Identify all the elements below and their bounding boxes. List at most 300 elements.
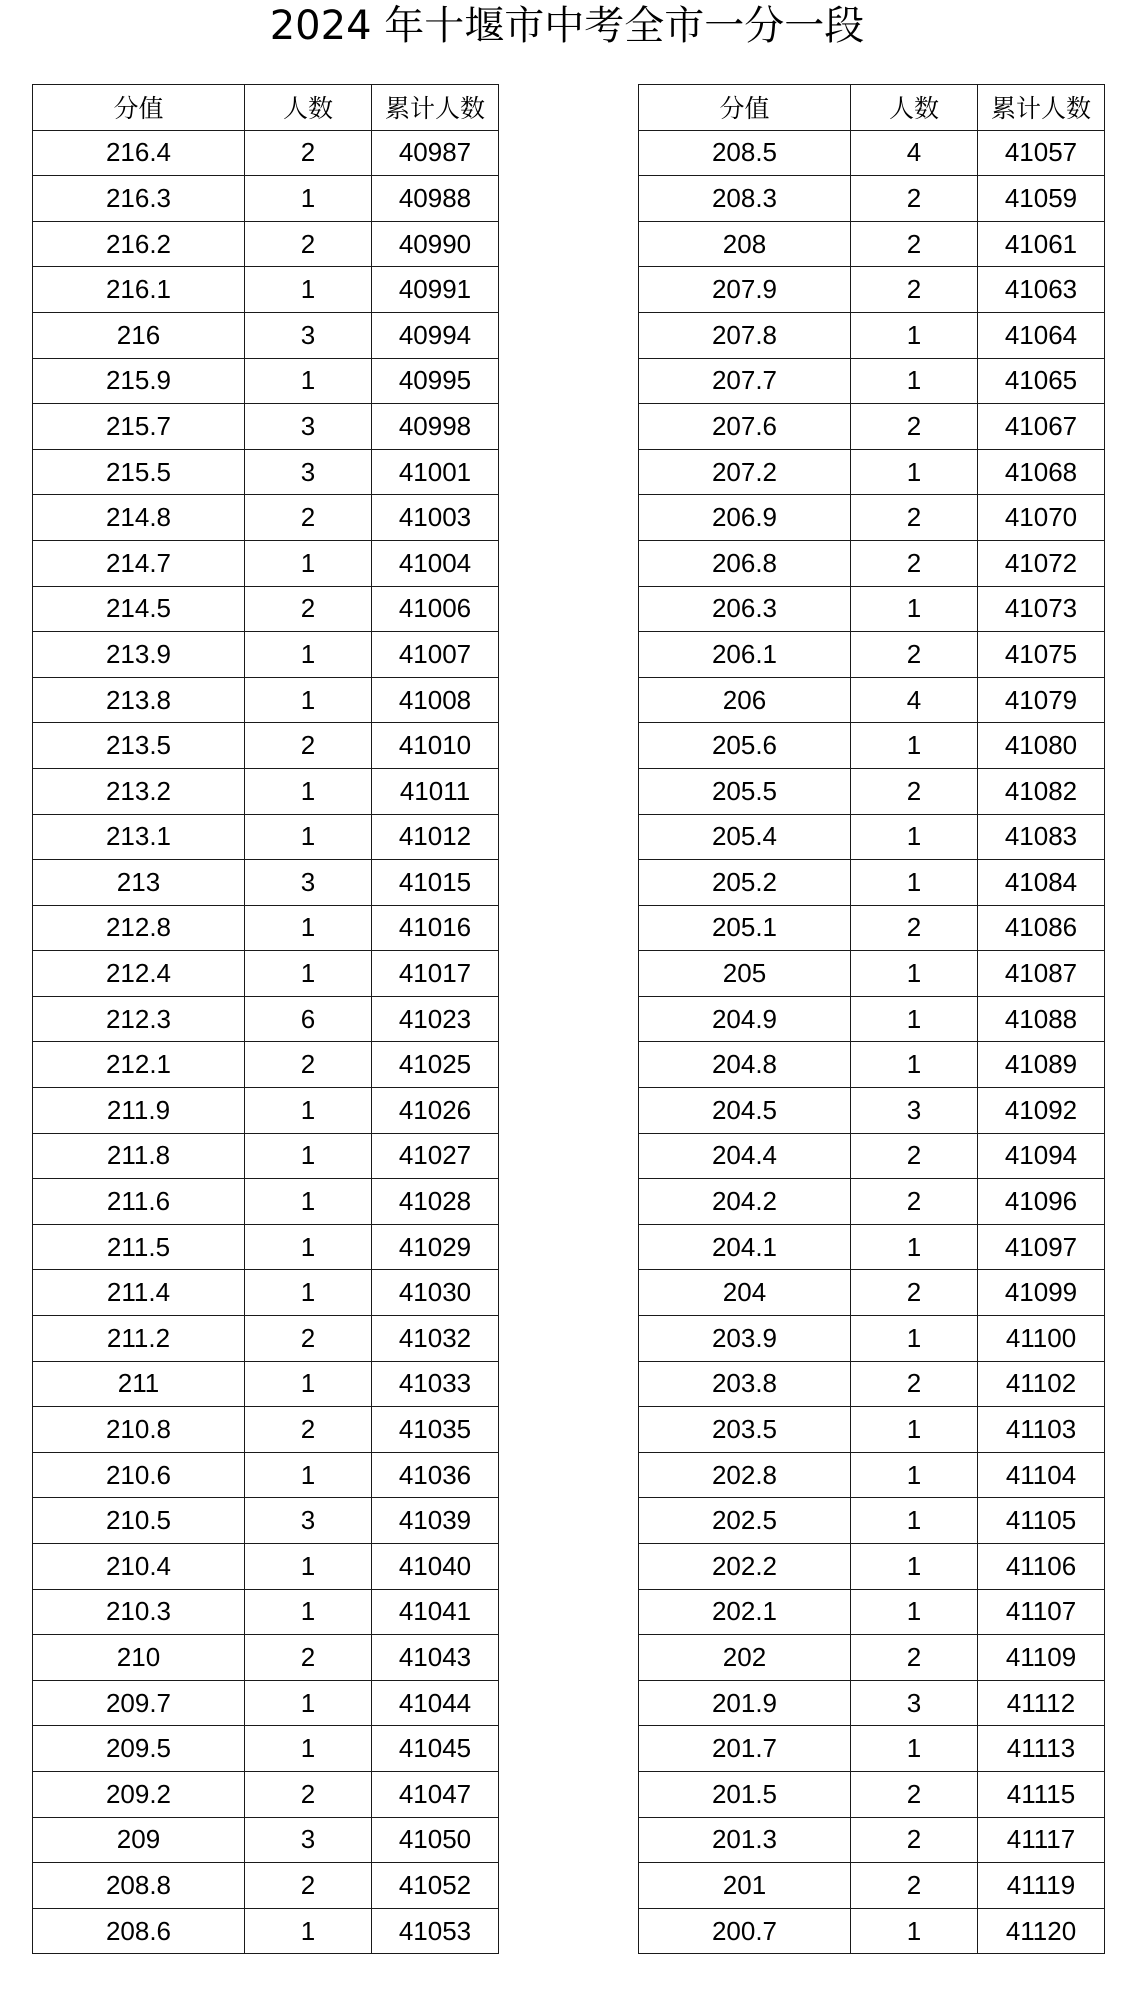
cell-cumulative: 41099 — [978, 1270, 1105, 1316]
cell-count: 2 — [851, 267, 978, 313]
cell-cumulative: 41001 — [372, 449, 499, 495]
cell-score: 209 — [33, 1817, 245, 1863]
cell-count: 2 — [851, 495, 978, 541]
table-row — [33, 1726, 499, 1772]
cell-score: 204.8 — [639, 1042, 851, 1088]
cell-cumulative: 41103 — [978, 1407, 1105, 1453]
table-row — [33, 1544, 499, 1590]
cell-cumulative: 41026 — [372, 1088, 499, 1134]
cell-count: 2 — [245, 130, 372, 176]
cell-cumulative: 41079 — [978, 677, 1105, 723]
cell-count: 2 — [851, 768, 978, 814]
cell-score: 211.6 — [33, 1179, 245, 1225]
table-row — [639, 495, 1105, 541]
cell-score: 208 — [639, 221, 851, 267]
table-row — [639, 1133, 1105, 1179]
table-row — [33, 404, 499, 450]
cell-score: 207.8 — [639, 312, 851, 358]
cell-count: 1 — [245, 1224, 372, 1270]
cell-score: 205.4 — [639, 814, 851, 860]
cell-count: 1 — [851, 1908, 978, 1954]
cell-score: 213 — [33, 860, 245, 906]
table-row — [639, 404, 1105, 450]
cell-count: 1 — [245, 1088, 372, 1134]
cell-cumulative: 40988 — [372, 176, 499, 222]
table-row — [639, 1407, 1105, 1453]
cell-score: 210.4 — [33, 1544, 245, 1590]
table-row — [33, 1224, 499, 1270]
cell-count: 1 — [245, 358, 372, 404]
cell-count: 1 — [245, 1361, 372, 1407]
cell-count: 1 — [245, 1133, 372, 1179]
cell-score: 204 — [639, 1270, 851, 1316]
cell-score: 211.5 — [33, 1224, 245, 1270]
table-body — [639, 130, 1105, 1954]
cell-count: 2 — [851, 1771, 978, 1817]
cell-cumulative: 41075 — [978, 632, 1105, 678]
cell-score: 205 — [639, 951, 851, 997]
table-row — [639, 540, 1105, 586]
cell-score: 210.5 — [33, 1498, 245, 1544]
cell-score: 212.1 — [33, 1042, 245, 1088]
cell-score: 206.8 — [639, 540, 851, 586]
cell-score: 202 — [639, 1635, 851, 1681]
cell-count: 1 — [245, 1908, 372, 1954]
cell-count: 1 — [851, 951, 978, 997]
cell-score: 210 — [33, 1635, 245, 1681]
cell-count: 1 — [245, 1452, 372, 1498]
cell-cumulative: 40991 — [372, 267, 499, 313]
table-row — [33, 1680, 499, 1726]
cell-cumulative: 41040 — [372, 1544, 499, 1590]
table-row — [33, 1133, 499, 1179]
cell-count: 4 — [851, 130, 978, 176]
table-row — [639, 996, 1105, 1042]
cell-cumulative: 40994 — [372, 312, 499, 358]
score-table-right — [638, 84, 1105, 1954]
cell-cumulative: 41015 — [372, 860, 499, 906]
cell-count: 2 — [245, 221, 372, 267]
cell-count: 2 — [851, 404, 978, 450]
cell-count: 1 — [851, 1589, 978, 1635]
table-row — [33, 814, 499, 860]
table-row — [639, 1452, 1105, 1498]
cell-count: 2 — [245, 723, 372, 769]
table-row — [639, 130, 1105, 176]
cell-score: 201.5 — [639, 1771, 851, 1817]
cell-score: 211.9 — [33, 1088, 245, 1134]
cell-cumulative: 41011 — [372, 768, 499, 814]
cell-score: 204.1 — [639, 1224, 851, 1270]
table-row — [639, 1680, 1105, 1726]
cell-count: 1 — [245, 905, 372, 951]
cell-cumulative: 41044 — [372, 1680, 499, 1726]
table-row — [33, 1817, 499, 1863]
table-row — [33, 860, 499, 906]
cell-score: 212.8 — [33, 905, 245, 951]
table-row — [639, 449, 1105, 495]
table-body — [33, 130, 499, 1954]
cell-count: 1 — [851, 1544, 978, 1590]
cell-cumulative: 41107 — [978, 1589, 1105, 1635]
table-row — [33, 495, 499, 541]
cell-score: 213.5 — [33, 723, 245, 769]
table-row — [33, 267, 499, 313]
cell-score: 205.5 — [639, 768, 851, 814]
cell-count: 2 — [851, 221, 978, 267]
cell-cumulative: 41113 — [978, 1726, 1105, 1772]
cell-count: 1 — [851, 1726, 978, 1772]
cell-count: 1 — [851, 1224, 978, 1270]
cell-cumulative: 41086 — [978, 905, 1105, 951]
table-row — [639, 860, 1105, 906]
cell-count: 1 — [245, 1726, 372, 1772]
table-row — [33, 1316, 499, 1362]
cell-count: 2 — [245, 1042, 372, 1088]
cell-count: 2 — [245, 1407, 372, 1453]
table-row — [33, 312, 499, 358]
score-table-left — [32, 84, 499, 1954]
header-score: 分值 — [33, 85, 245, 131]
cell-cumulative: 41008 — [372, 677, 499, 723]
table-row — [639, 358, 1105, 404]
table-row — [639, 1817, 1105, 1863]
cell-score: 206.3 — [639, 586, 851, 632]
table-row — [33, 176, 499, 222]
cell-score: 205.2 — [639, 860, 851, 906]
cell-cumulative: 41089 — [978, 1042, 1105, 1088]
table-row — [33, 1771, 499, 1817]
cell-score: 213.1 — [33, 814, 245, 860]
table-row — [33, 130, 499, 176]
table-row — [33, 540, 499, 586]
cell-count: 2 — [851, 1133, 978, 1179]
cell-score: 203.8 — [639, 1361, 851, 1407]
table-row — [639, 677, 1105, 723]
cell-cumulative: 41047 — [372, 1771, 499, 1817]
cell-cumulative: 41097 — [978, 1224, 1105, 1270]
cell-cumulative: 41027 — [372, 1133, 499, 1179]
cell-count: 1 — [851, 1498, 978, 1544]
header-cumulative: 累计人数 — [978, 85, 1105, 131]
cell-score: 213.2 — [33, 768, 245, 814]
cell-cumulative: 41094 — [978, 1133, 1105, 1179]
cell-cumulative: 41080 — [978, 723, 1105, 769]
cell-score: 202.8 — [639, 1452, 851, 1498]
table-row — [33, 1863, 499, 1909]
table-row — [33, 996, 499, 1042]
cell-score: 212.3 — [33, 996, 245, 1042]
cell-cumulative: 41023 — [372, 996, 499, 1042]
cell-count: 3 — [851, 1088, 978, 1134]
cell-score: 205.1 — [639, 905, 851, 951]
table-row — [33, 221, 499, 267]
cell-cumulative: 41063 — [978, 267, 1105, 313]
table-row — [639, 632, 1105, 678]
cell-score: 201 — [639, 1863, 851, 1909]
table-row — [639, 1908, 1105, 1954]
cell-count: 1 — [245, 267, 372, 313]
cell-score: 215.7 — [33, 404, 245, 450]
cell-score: 208.6 — [33, 1908, 245, 1954]
cell-cumulative: 41068 — [978, 449, 1105, 495]
cell-count: 2 — [245, 586, 372, 632]
cell-score: 216.3 — [33, 176, 245, 222]
cell-score: 209.7 — [33, 1680, 245, 1726]
cell-score: 207.6 — [639, 404, 851, 450]
cell-score: 211.4 — [33, 1270, 245, 1316]
cell-cumulative: 41082 — [978, 768, 1105, 814]
table-row — [639, 951, 1105, 997]
cell-count: 2 — [851, 176, 978, 222]
cell-cumulative: 41064 — [978, 312, 1105, 358]
cell-cumulative: 41115 — [978, 1771, 1105, 1817]
cell-cumulative: 41043 — [372, 1635, 499, 1681]
table-row — [639, 1544, 1105, 1590]
table-row — [33, 1179, 499, 1225]
cell-score: 216.2 — [33, 221, 245, 267]
cell-score: 206.9 — [639, 495, 851, 541]
cell-score: 203.9 — [639, 1316, 851, 1362]
cell-count: 2 — [851, 1817, 978, 1863]
cell-count: 2 — [851, 905, 978, 951]
table-row — [33, 905, 499, 951]
cell-count: 1 — [245, 1544, 372, 1590]
cell-score: 204.2 — [639, 1179, 851, 1225]
cell-cumulative: 41050 — [372, 1817, 499, 1863]
page-title: 2024 年十堰市中考全市一分一段 — [269, 3, 865, 49]
cell-score: 201.9 — [639, 1680, 851, 1726]
cell-count: 3 — [245, 1498, 372, 1544]
cell-cumulative: 41070 — [978, 495, 1105, 541]
cell-score: 215.5 — [33, 449, 245, 495]
cell-count: 2 — [245, 495, 372, 541]
cell-count: 1 — [851, 860, 978, 906]
cell-count: 1 — [245, 814, 372, 860]
cell-score: 202.1 — [639, 1589, 851, 1635]
cell-count: 3 — [245, 1817, 372, 1863]
table-row — [33, 1589, 499, 1635]
cell-count: 1 — [851, 449, 978, 495]
table-row — [639, 1771, 1105, 1817]
cell-count: 1 — [851, 1316, 978, 1362]
cell-score: 213.8 — [33, 677, 245, 723]
table-row — [33, 1270, 499, 1316]
table-row — [639, 1316, 1105, 1362]
cell-score: 207.7 — [639, 358, 851, 404]
cell-score: 204.4 — [639, 1133, 851, 1179]
cell-cumulative: 41045 — [372, 1726, 499, 1772]
table-row — [33, 1361, 499, 1407]
table-row — [639, 1270, 1105, 1316]
cell-cumulative: 41035 — [372, 1407, 499, 1453]
cell-score: 202.2 — [639, 1544, 851, 1590]
cell-cumulative: 41106 — [978, 1544, 1105, 1590]
cell-score: 207.2 — [639, 449, 851, 495]
cell-cumulative: 41083 — [978, 814, 1105, 860]
header-score: 分值 — [639, 85, 851, 131]
cell-count: 3 — [245, 449, 372, 495]
cell-score: 214.8 — [33, 495, 245, 541]
cell-cumulative: 41033 — [372, 1361, 499, 1407]
cell-cumulative: 41025 — [372, 1042, 499, 1088]
table-row — [639, 1224, 1105, 1270]
cell-cumulative: 41028 — [372, 1179, 499, 1225]
table-row — [639, 1042, 1105, 1088]
header-cumulative: 累计人数 — [372, 85, 499, 131]
cell-cumulative: 41112 — [978, 1680, 1105, 1726]
table-row — [33, 586, 499, 632]
cell-count: 1 — [245, 632, 372, 678]
cell-score: 216.1 — [33, 267, 245, 313]
cell-cumulative: 41041 — [372, 1589, 499, 1635]
cell-cumulative: 41007 — [372, 632, 499, 678]
table-row — [33, 1407, 499, 1453]
cell-score: 208.3 — [639, 176, 851, 222]
cell-count: 1 — [245, 540, 372, 586]
cell-score: 210.8 — [33, 1407, 245, 1453]
cell-count: 2 — [851, 540, 978, 586]
cell-cumulative: 41006 — [372, 586, 499, 632]
table-row — [33, 358, 499, 404]
cell-count: 3 — [851, 1680, 978, 1726]
cell-score: 206.1 — [639, 632, 851, 678]
cell-cumulative: 41061 — [978, 221, 1105, 267]
cell-count: 4 — [851, 677, 978, 723]
cell-count: 2 — [851, 1361, 978, 1407]
table-row — [639, 723, 1105, 769]
table-row — [639, 1088, 1105, 1134]
cell-cumulative: 41100 — [978, 1316, 1105, 1362]
cell-score: 204.9 — [639, 996, 851, 1042]
cell-count: 1 — [245, 951, 372, 997]
cell-score: 203.5 — [639, 1407, 851, 1453]
cell-cumulative: 41073 — [978, 586, 1105, 632]
cell-cumulative: 41003 — [372, 495, 499, 541]
table-row — [639, 1179, 1105, 1225]
table-header-row — [639, 85, 1105, 131]
cell-cumulative: 40995 — [372, 358, 499, 404]
cell-cumulative: 40998 — [372, 404, 499, 450]
cell-cumulative: 41104 — [978, 1452, 1105, 1498]
table-row — [33, 632, 499, 678]
cell-score: 202.5 — [639, 1498, 851, 1544]
table-row — [33, 1042, 499, 1088]
cell-cumulative: 40990 — [372, 221, 499, 267]
cell-cumulative: 41029 — [372, 1224, 499, 1270]
cell-cumulative: 41017 — [372, 951, 499, 997]
cell-score: 206 — [639, 677, 851, 723]
cell-count: 2 — [245, 1635, 372, 1681]
cell-cumulative: 41059 — [978, 176, 1105, 222]
table-row — [33, 1635, 499, 1681]
cell-cumulative: 41096 — [978, 1179, 1105, 1225]
cell-count: 1 — [245, 677, 372, 723]
table-row — [639, 1361, 1105, 1407]
cell-score: 214.7 — [33, 540, 245, 586]
cell-count: 3 — [245, 860, 372, 906]
cell-cumulative: 41105 — [978, 1498, 1105, 1544]
cell-score: 214.5 — [33, 586, 245, 632]
table-row — [33, 951, 499, 997]
cell-cumulative: 41120 — [978, 1908, 1105, 1954]
table-row — [639, 1726, 1105, 1772]
cell-cumulative: 41092 — [978, 1088, 1105, 1134]
table-row — [639, 312, 1105, 358]
cell-cumulative: 41004 — [372, 540, 499, 586]
cell-cumulative: 41072 — [978, 540, 1105, 586]
cell-cumulative: 41065 — [978, 358, 1105, 404]
cell-score: 210.6 — [33, 1452, 245, 1498]
cell-score: 211.2 — [33, 1316, 245, 1362]
cell-count: 3 — [245, 404, 372, 450]
cell-count: 2 — [851, 1635, 978, 1681]
table-row — [639, 905, 1105, 951]
cell-cumulative: 41084 — [978, 860, 1105, 906]
cell-cumulative: 41088 — [978, 996, 1105, 1042]
cell-count: 1 — [851, 1452, 978, 1498]
cell-cumulative: 41067 — [978, 404, 1105, 450]
cell-cumulative: 41119 — [978, 1863, 1105, 1909]
cell-count: 1 — [245, 176, 372, 222]
cell-cumulative: 41012 — [372, 814, 499, 860]
cell-score: 208.8 — [33, 1863, 245, 1909]
cell-cumulative: 41036 — [372, 1452, 499, 1498]
cell-score: 201.3 — [639, 1817, 851, 1863]
table-header-row — [33, 85, 499, 131]
table-row — [639, 586, 1105, 632]
cell-count: 1 — [851, 1407, 978, 1453]
cell-count: 1 — [245, 1680, 372, 1726]
cell-count: 1 — [851, 723, 978, 769]
table-row — [639, 1589, 1105, 1635]
cell-count: 1 — [851, 358, 978, 404]
cell-score: 213.9 — [33, 632, 245, 678]
cell-cumulative: 41032 — [372, 1316, 499, 1362]
cell-score: 211.8 — [33, 1133, 245, 1179]
cell-score: 216.4 — [33, 130, 245, 176]
cell-count: 1 — [851, 1042, 978, 1088]
table-row — [33, 677, 499, 723]
cell-cumulative: 41057 — [978, 130, 1105, 176]
table-row — [639, 1498, 1105, 1544]
cell-score: 204.5 — [639, 1088, 851, 1134]
header-count: 人数 — [851, 85, 978, 131]
table-row — [639, 221, 1105, 267]
cell-score: 209.5 — [33, 1726, 245, 1772]
cell-count: 2 — [851, 1863, 978, 1909]
cell-score: 212.4 — [33, 951, 245, 997]
cell-count: 2 — [245, 1863, 372, 1909]
cell-score: 207.9 — [639, 267, 851, 313]
cell-count: 1 — [851, 996, 978, 1042]
cell-count: 1 — [851, 814, 978, 860]
cell-count: 1 — [245, 768, 372, 814]
table-row — [33, 723, 499, 769]
cell-score: 210.3 — [33, 1589, 245, 1635]
cell-score: 209.2 — [33, 1771, 245, 1817]
table-row — [33, 768, 499, 814]
cell-cumulative: 41102 — [978, 1361, 1105, 1407]
cell-cumulative: 40987 — [372, 130, 499, 176]
table-row — [639, 814, 1105, 860]
cell-score: 216 — [33, 312, 245, 358]
cell-cumulative: 41030 — [372, 1270, 499, 1316]
table-row — [33, 449, 499, 495]
cell-count: 2 — [245, 1771, 372, 1817]
cell-cumulative: 41010 — [372, 723, 499, 769]
cell-score: 215.9 — [33, 358, 245, 404]
